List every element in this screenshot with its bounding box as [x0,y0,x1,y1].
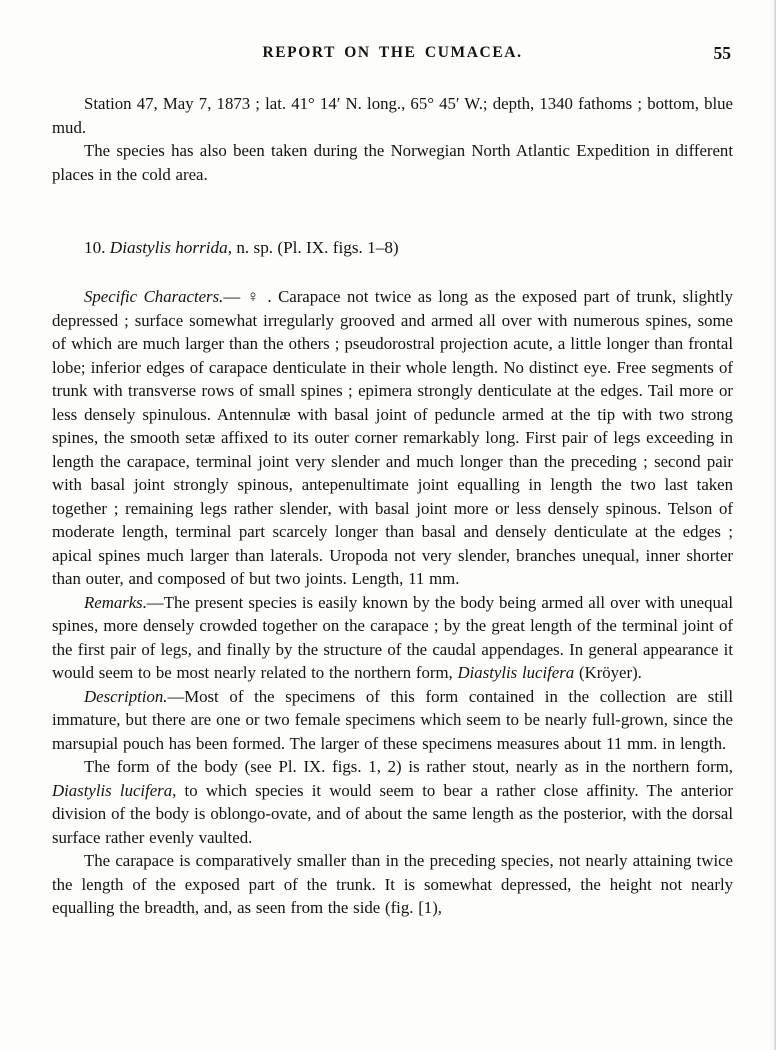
page-number: 55 [713,43,731,63]
running-title: REPORT ON THE CUMACEA. [262,44,523,61]
page-body [52,92,733,920]
body-form-paragraph: The form of the body (see Pl. IX. figs. 1, 2) is rather stout, nearly as in the northern form, Diastylis lucifera, to which species it would seem to bear a rather close affinity. The anterior division of the body is oblongo-ovate, and of about the same length as the posterior, with the dorsal surface rather evenly vaulted. [52,757,733,847]
page-header [52,44,733,66]
expedition-paragraph: The species has also been taken during the Norwegian North Atlantic Expedition in different places in the cold area. [52,141,733,184]
description-paragraph: Description.—Most of the specimens of this form contained in the collection are still immature, but there are one or two female specimens which seem to be nearly full-grown, since the marsupial pouch has been formed. The larger of these specimens measures about 11 mm. in length. [52,686,733,753]
station-paragraph: Station 47, May 7, 1873 ; lat. 41° 14′ N. long., 65° 45′ W.; depth, 1340 fathoms ; bottom, blue mud. [52,94,733,137]
remarks-paragraph: Remarks.—The present species is easily known by the body being armed all over with unequal spines, more densely crowded together on the carapace ; by the great length of the terminal joint of the first pair of legs, and finally by the structure of the caudal appendages. In general appearance it would seem to be most nearly related to the northern form, Diastylis lucifera (Kröyer). [52,592,733,682]
carapace-paragraph: The carapace is comparatively smaller than in the preceding species, not nearly attaining twice the length of the exposed part of the trunk. It is somewhat depressed, the height not nearly equalling the breadth, and, as seen from the side (fig. [1), [52,851,733,917]
species-heading: 10. Diastylis horrida, n. sp. (Pl. IX. figs. 1–8) [84,238,399,257]
specific-characters-paragraph: Specific Characters.— ♀ . Carapace not twice as long as the exposed part of trunk, slightly depressed ; surface somewhat irregularly grooved and armed all over with numerous spines, some of which are much larger than the others ; pseudorostral projection acute, a little longer than frontal lobe; inferior edges of carapace denticulate in their whole length. No distinct eye. Free segments of trunk with transverse rows of small spines ; epimera strongly denticulate at the edges. Tail more or less densely spinulous. Antennulæ with basal joint of peduncle armed at the tip with two strong spines, the smooth setæ affixed to its outer corner remarkably long. First pair of legs exceeding in length the carapace, terminal joint very slender and much longer than the preceding ; second pair with basal joint strongly spinous, antepenultimate joint equalling in length the two last taken together ; remaining legs rather slender, with basal joint more or less densely spinous. Telson of moderate length, terminal part scarcely longer than basal and densely denticulate at the edges ; apical spines much larger than laterals. Uropoda not very slender, branches unequal, inner shorter than outer, and composed of but two joints. Length, 11 mm. [52,287,734,588]
